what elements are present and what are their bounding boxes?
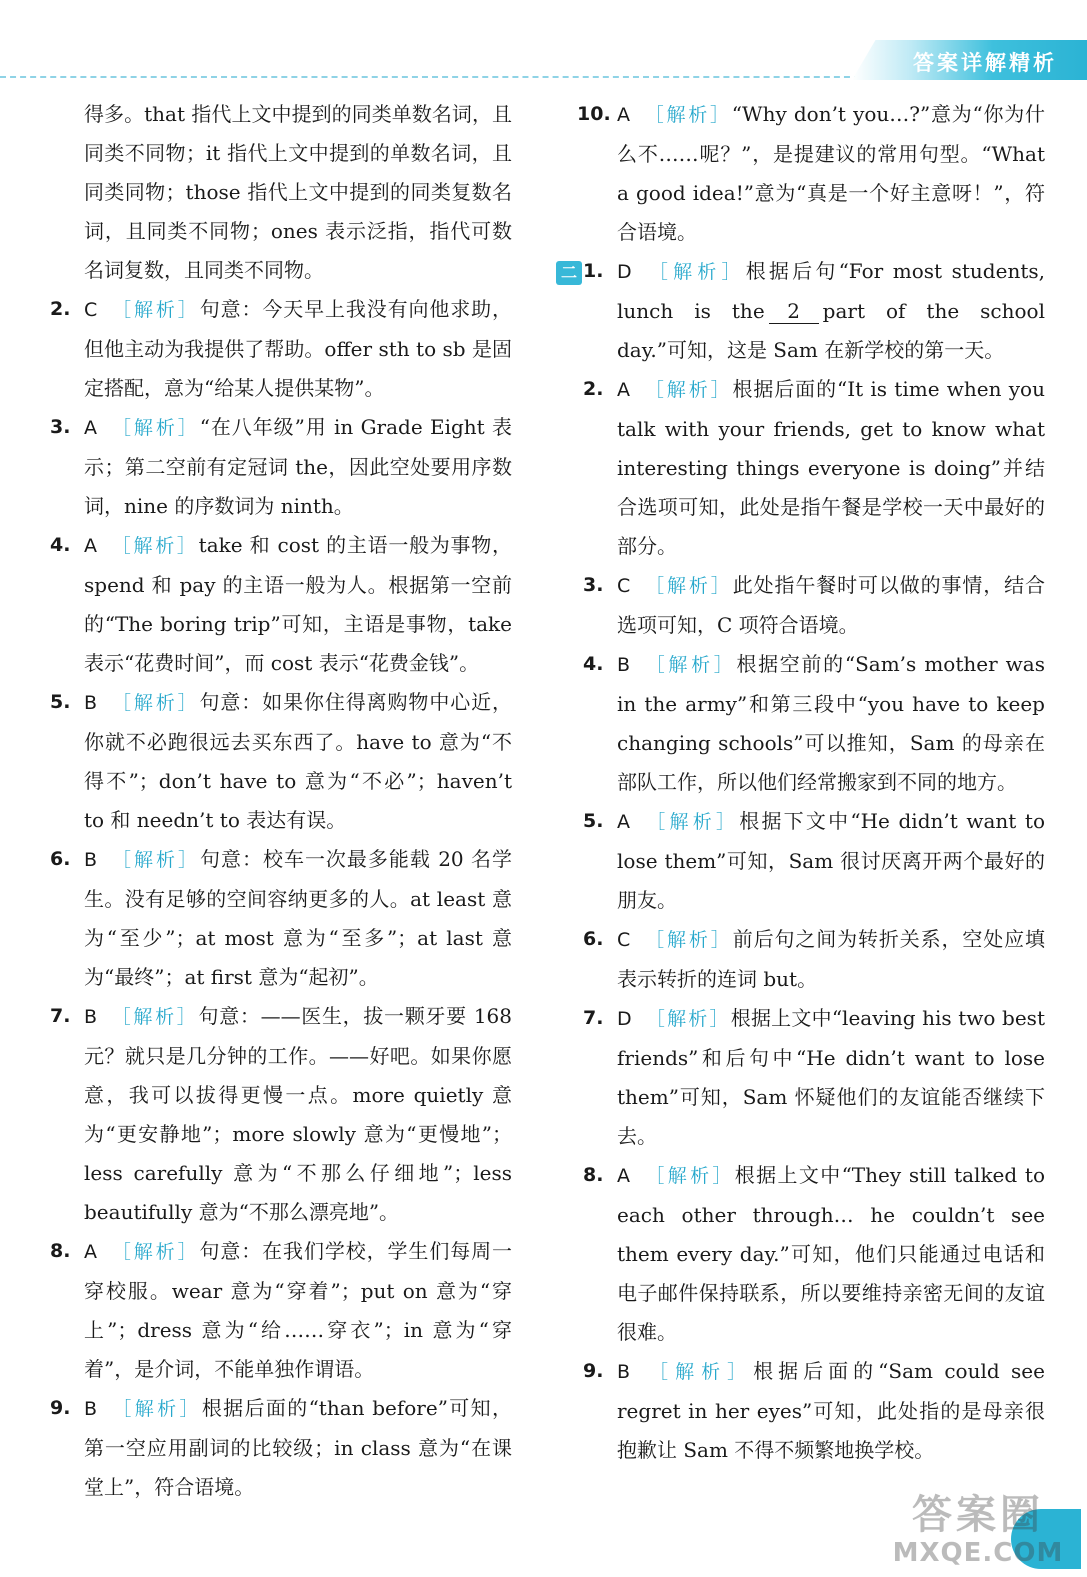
item-number: 5. bbox=[50, 691, 71, 713]
item-text: 句意：今天早上我没有向他求助，但他主动为我提供了帮助。offer sth to sb 是固定搭配，意为“给某人提供某物”。 bbox=[84, 297, 512, 400]
item-number: 10. bbox=[577, 103, 611, 125]
section2-item-5 bbox=[583, 802, 1045, 920]
item-number: 6. bbox=[50, 848, 71, 870]
analysis-tag: ［解析］ bbox=[644, 575, 733, 597]
watermark-url: MXQE.COM bbox=[892, 1538, 1064, 1568]
answer-item-7 bbox=[50, 997, 512, 1232]
header-dashed-line bbox=[0, 76, 860, 78]
analysis-tag: ［解析］ bbox=[111, 1006, 199, 1028]
item-text: 根据上文中“leaving his two best friends”和后句中“He didn’t want to lose them”可知，Sam 怀疑他们的友谊能否继续下去。 bbox=[617, 1006, 1045, 1148]
analysis-tag: ［解析］ bbox=[111, 692, 200, 714]
item-text-after: part of the school day.”可知，这是 Sam 在新学校的第一天。 bbox=[617, 299, 1045, 362]
item-answer: D bbox=[617, 1008, 632, 1030]
item-number: 2. bbox=[583, 378, 604, 400]
item-text: 句意：如果你住得离购物中心近，你就不必跑很远去买东西了。have to 意为“不得不”；don’t have to 意为“不必”；haven’t to 和 needn’t to 表达有误。 bbox=[84, 690, 512, 832]
item-number: 3. bbox=[583, 574, 604, 596]
item-answer: B bbox=[617, 654, 631, 676]
analysis-tag: ［解析］ bbox=[645, 261, 746, 283]
item-answer: A bbox=[617, 811, 630, 833]
left-column bbox=[50, 95, 512, 1507]
answer-item-8 bbox=[50, 1232, 512, 1389]
item-answer: A bbox=[617, 1165, 630, 1187]
analysis-tag: ［解析］ bbox=[111, 849, 200, 871]
section2-item-1 bbox=[583, 252, 1045, 370]
item-number: 8. bbox=[583, 1164, 604, 1186]
answer-item-2 bbox=[50, 290, 512, 408]
item-answer: A bbox=[617, 104, 630, 126]
item-number: 8. bbox=[50, 1240, 71, 1262]
answer-item-4 bbox=[50, 526, 512, 683]
right-column bbox=[577, 95, 1045, 1470]
item-answer: B bbox=[84, 1398, 98, 1420]
item-text: 根据后面的“Sam could see regret in her eyes”可知，此处指的是母亲很抱歉让 Sam 不得不频繁地换学校。 bbox=[617, 1359, 1045, 1462]
item-number: 2. bbox=[50, 298, 71, 320]
continuation-text: 得多。that 指代上文中提到的同类单数名词，且同类不同物；it 指代上文中提到的单数名词，且同类同物；those 指代上文中提到的同类复数名词，且同类不同物；ones 表示泛指，指代可数名词复数，且同类不同物。 bbox=[84, 102, 512, 282]
section2-item-7 bbox=[583, 999, 1045, 1156]
item-answer: B bbox=[84, 849, 98, 871]
analysis-tag: ［解析］ bbox=[111, 535, 199, 557]
item-text: 前后句之间为转折关系，空处应填表示转折的连词 but。 bbox=[617, 927, 1045, 991]
item-text: 根据后面的“It is time when you talk with your friends, get to know what interesting things everyone is doing”并结合选项可知，此处是指午餐是学校一天中最好的部分。 bbox=[617, 377, 1045, 558]
analysis-tag: ［解析］ bbox=[111, 299, 200, 321]
item-number: 4. bbox=[583, 653, 604, 675]
item-text: take 和 cost 的主语一般为事物，spend 和 pay 的主语一般为人。根据第一空前的“The boring trip”可知，主语是事物，take 表示“花费时间”，而 cost 表示“花费金钱”。 bbox=[84, 533, 512, 675]
item-text: “在八年级”用 in Grade Eight 表示；第二空前有定冠词 the，因此空处要用序数词，nine 的序数词为 ninth。 bbox=[84, 415, 512, 518]
item-answer: A bbox=[84, 1241, 97, 1263]
watermark bbox=[883, 1491, 1073, 1571]
item-answer: B bbox=[84, 692, 98, 714]
item-number: 4. bbox=[50, 534, 71, 556]
item-text: 根据后面的“than before”可知，第一空应用副词的比较级；in class 意为“在课堂上”，符合语境。 bbox=[84, 1396, 512, 1499]
analysis-tag: ［解析］ bbox=[644, 929, 733, 951]
answer-item-10 bbox=[577, 95, 1045, 252]
analysis-tag: ［解析］ bbox=[644, 1165, 735, 1187]
blank-number: 2 bbox=[769, 299, 819, 324]
item-text: 根据空前的“Sam’s mother was in the army”和第三段中“you have to keep changing schools”可以推知，Sam 的母亲在部队工作，所以他们经常搬家到不同的地方。 bbox=[617, 652, 1045, 794]
item-answer: A bbox=[84, 417, 97, 439]
item-answer: A bbox=[84, 535, 97, 557]
item-answer: A bbox=[617, 379, 630, 401]
item-answer: B bbox=[617, 1361, 631, 1383]
header-title: 答案详解精析 bbox=[913, 51, 1057, 75]
analysis-tag: ［解析］ bbox=[111, 417, 200, 439]
section2-item-6 bbox=[583, 920, 1045, 999]
item-text: 此处指午餐时可以做的事情，结合选项可知，C 项符合语境。 bbox=[617, 573, 1045, 637]
analysis-tag: ［解析］ bbox=[644, 811, 740, 833]
item-answer: C bbox=[617, 575, 631, 597]
item-text: 句意：在我们学校，学生们每周一穿校服。wear 意为“穿着”；put on 意为“穿上”；dress 意为“给……穿衣”；in 意为“穿着”，是介词，不能单独作谓语。 bbox=[84, 1239, 512, 1381]
item-number: 9. bbox=[583, 1360, 604, 1382]
section2-item-3 bbox=[583, 566, 1045, 645]
answer-item-5 bbox=[50, 683, 512, 840]
item-text: 根据上文中“They still talked to each other through… he couldn’t see them every day.”可知，他们只能通过电话和电子邮件保持联系，所以要维持亲密无间的友谊很难。 bbox=[617, 1163, 1045, 1344]
answer-item-3 bbox=[50, 408, 512, 526]
item-number: 7. bbox=[583, 1007, 604, 1029]
item-number: 7. bbox=[50, 1005, 71, 1027]
watermark-logo-text: 答案圈 bbox=[912, 1492, 1044, 1538]
analysis-tag: ［解析］ bbox=[645, 1008, 731, 1030]
item-number: 1. bbox=[583, 260, 604, 282]
item-answer: C bbox=[84, 299, 98, 321]
answer-item-6 bbox=[50, 840, 512, 997]
section2-item-9 bbox=[583, 1352, 1045, 1470]
item-number: 5. bbox=[583, 810, 604, 832]
section-two-marker: 二 bbox=[556, 261, 582, 285]
item-text: 根据下文中“He didn’t want to lose them”可知，Sam 很讨厌离开两个最好的朋友。 bbox=[617, 809, 1045, 912]
analysis-tag: ［解析］ bbox=[644, 379, 733, 401]
item-answer: B bbox=[84, 1006, 98, 1028]
section2-item-8 bbox=[583, 1156, 1045, 1352]
analysis-tag: ［解析］ bbox=[111, 1398, 202, 1420]
item-number: 3. bbox=[50, 416, 71, 438]
item-text: 句意：校车一次最多能载 20 名学生。没有足够的空间容纳更多的人。at least 意为“至少”；at most 意为“至多”；at last 意为“最终”；at first 意为“起初”。 bbox=[84, 847, 512, 989]
analysis-tag: ［解析］ bbox=[111, 1241, 200, 1263]
item-answer: C bbox=[617, 929, 631, 951]
analysis-tag: ［解析］ bbox=[644, 1361, 754, 1383]
analysis-tag: ［解析］ bbox=[644, 104, 732, 126]
item-number: 6. bbox=[583, 928, 604, 950]
item-answer: D bbox=[617, 261, 632, 283]
item-number: 9. bbox=[50, 1397, 71, 1419]
item-text: 句意：——医生，拔一颗牙要 168 元？就只是几分钟的工作。——好吧。如果你愿意，我可以拔得更慢一点。more quietly 意为“更安静地”；more slowly 意为“更慢地”；less carefully 意为“不那么仔细地”；less beautifully 意为“不那么漂亮地”。 bbox=[84, 1004, 512, 1224]
analysis-tag: ［解析］ bbox=[644, 654, 737, 676]
item-text-before: 根据后句“For most students, lunch is the bbox=[617, 259, 1045, 323]
section2-item-2 bbox=[583, 370, 1045, 566]
section2-item-4 bbox=[583, 645, 1045, 802]
item-text: “Why don’t you…?”意为“你为什么不……呢？”，是提建议的常用句型。“What a good idea!”意为“真是一个好主意呀！”，符合语境。 bbox=[617, 102, 1045, 244]
answer-item-9 bbox=[50, 1389, 512, 1507]
